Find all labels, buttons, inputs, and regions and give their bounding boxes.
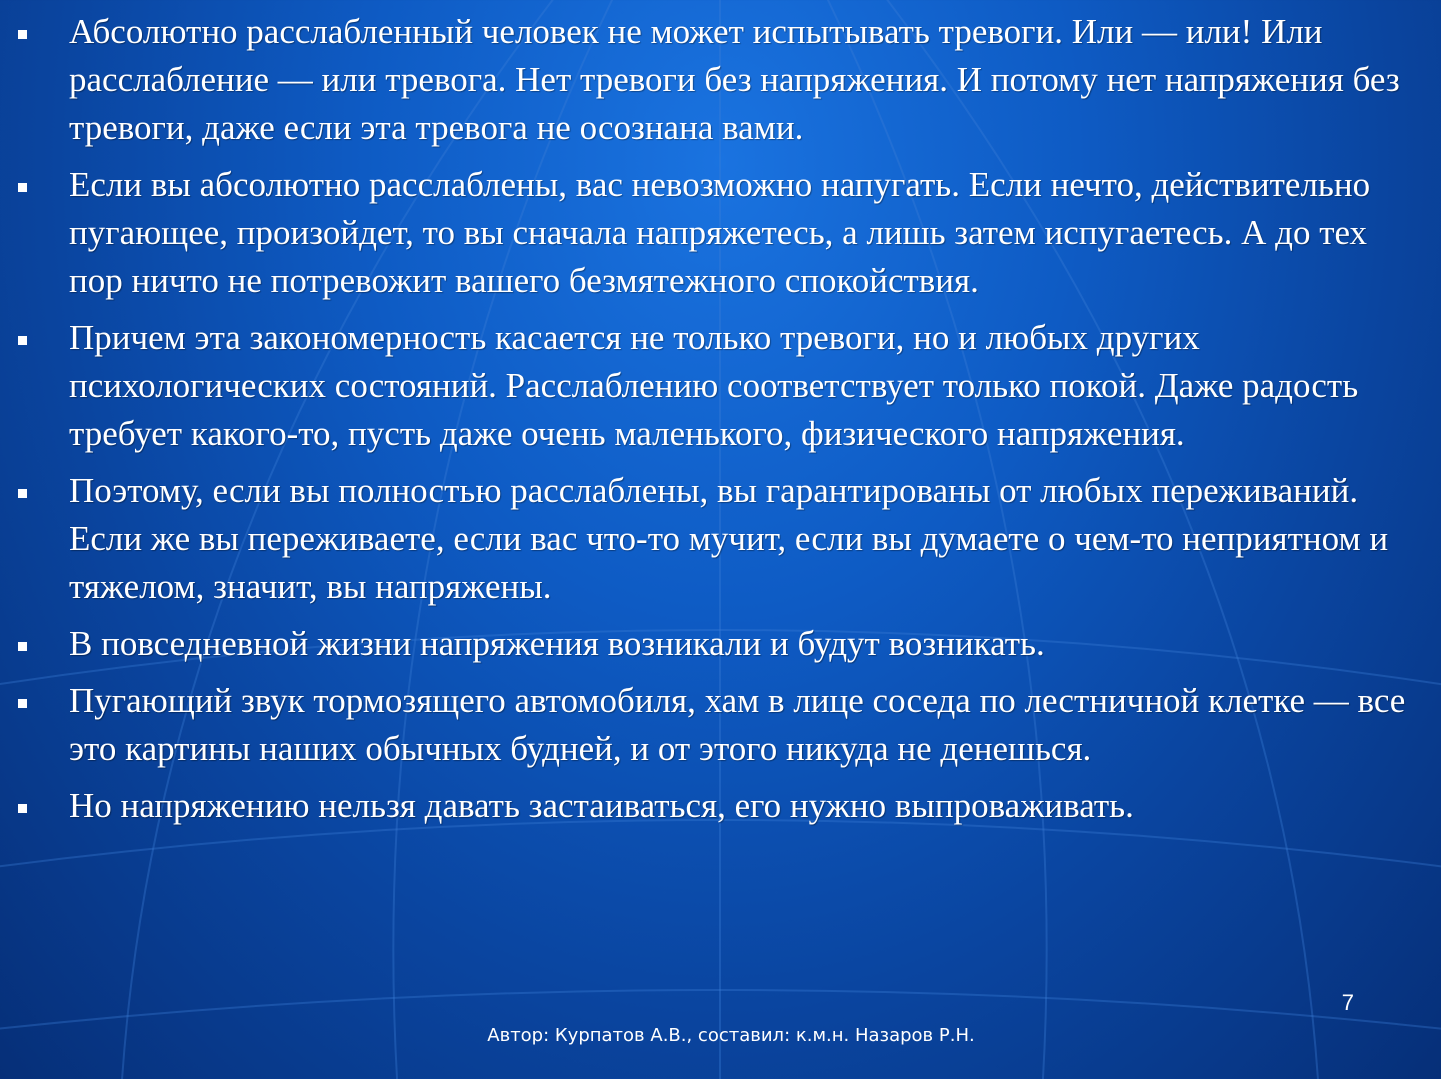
square-bullet-icon — [18, 336, 27, 345]
bullet-item — [14, 620, 1429, 668]
square-bullet-icon — [18, 699, 27, 708]
square-bullet-icon — [18, 183, 27, 192]
bullet-list — [14, 8, 1429, 830]
bullet-item — [14, 467, 1429, 611]
bullet-text: В повседневной жизни напряжения возникали и будут возникать. — [69, 624, 1045, 663]
bullet-item — [14, 782, 1429, 830]
bullet-item — [14, 314, 1429, 458]
bullet-item — [14, 677, 1429, 773]
bullet-text: Если вы абсолютно расслаблены, вас невозможно напугать. Если нечто, действительно пугающее, произойдет, то вы сначала напряжетесь, а лишь затем испугаетесь. А до тех пор ничто не потревожит вашего безмятежного спокойствия. — [69, 165, 1371, 300]
slide-content — [14, 8, 1429, 839]
square-bullet-icon — [18, 642, 27, 651]
bullet-text: Пугающий звук тормозящего автомобиля, хам в лице соседа по лестничной клетке — все это картины наших обычных будней, и от этого никуда не денешься. — [69, 681, 1406, 768]
square-bullet-icon — [18, 489, 27, 498]
bullet-text: Причем эта закономерность касается не только тревоги, но и любых других психологических состояний. Расслаблению соответствует только покой. Даже радость требует какого-то, пусть даже очень маленького, физического напряжения. — [69, 318, 1359, 453]
bullet-text: Поэтому, если вы полностью расслаблены, вы гарантированы от любых переживаний. Если же вы переживаете, если вас что-то мучит, если вы думаете о чем-то неприятном и тяжелом, значит, вы напряжены. — [69, 471, 1389, 606]
square-bullet-icon — [18, 30, 27, 39]
square-bullet-icon — [18, 804, 27, 813]
bullet-item — [14, 161, 1429, 305]
bullet-item — [14, 8, 1429, 152]
bullet-text: Абсолютно расслабленный человек не может испытывать тревоги. Или — или! Или расслабление — или тревога. Нет тревоги без напряжения. И потому нет напряжения без тревоги, даже если эта тревога не осознана вами. — [69, 12, 1400, 147]
bullet-text: Но напряжению нельзя давать застаиваться, его нужно выпроваживать. — [69, 786, 1134, 825]
page-number: 7 — [1341, 990, 1354, 1015]
footer-author: Автор: Курпатов А.В., составил: к.м.н. Назаров Р.Н. — [487, 1025, 975, 1046]
